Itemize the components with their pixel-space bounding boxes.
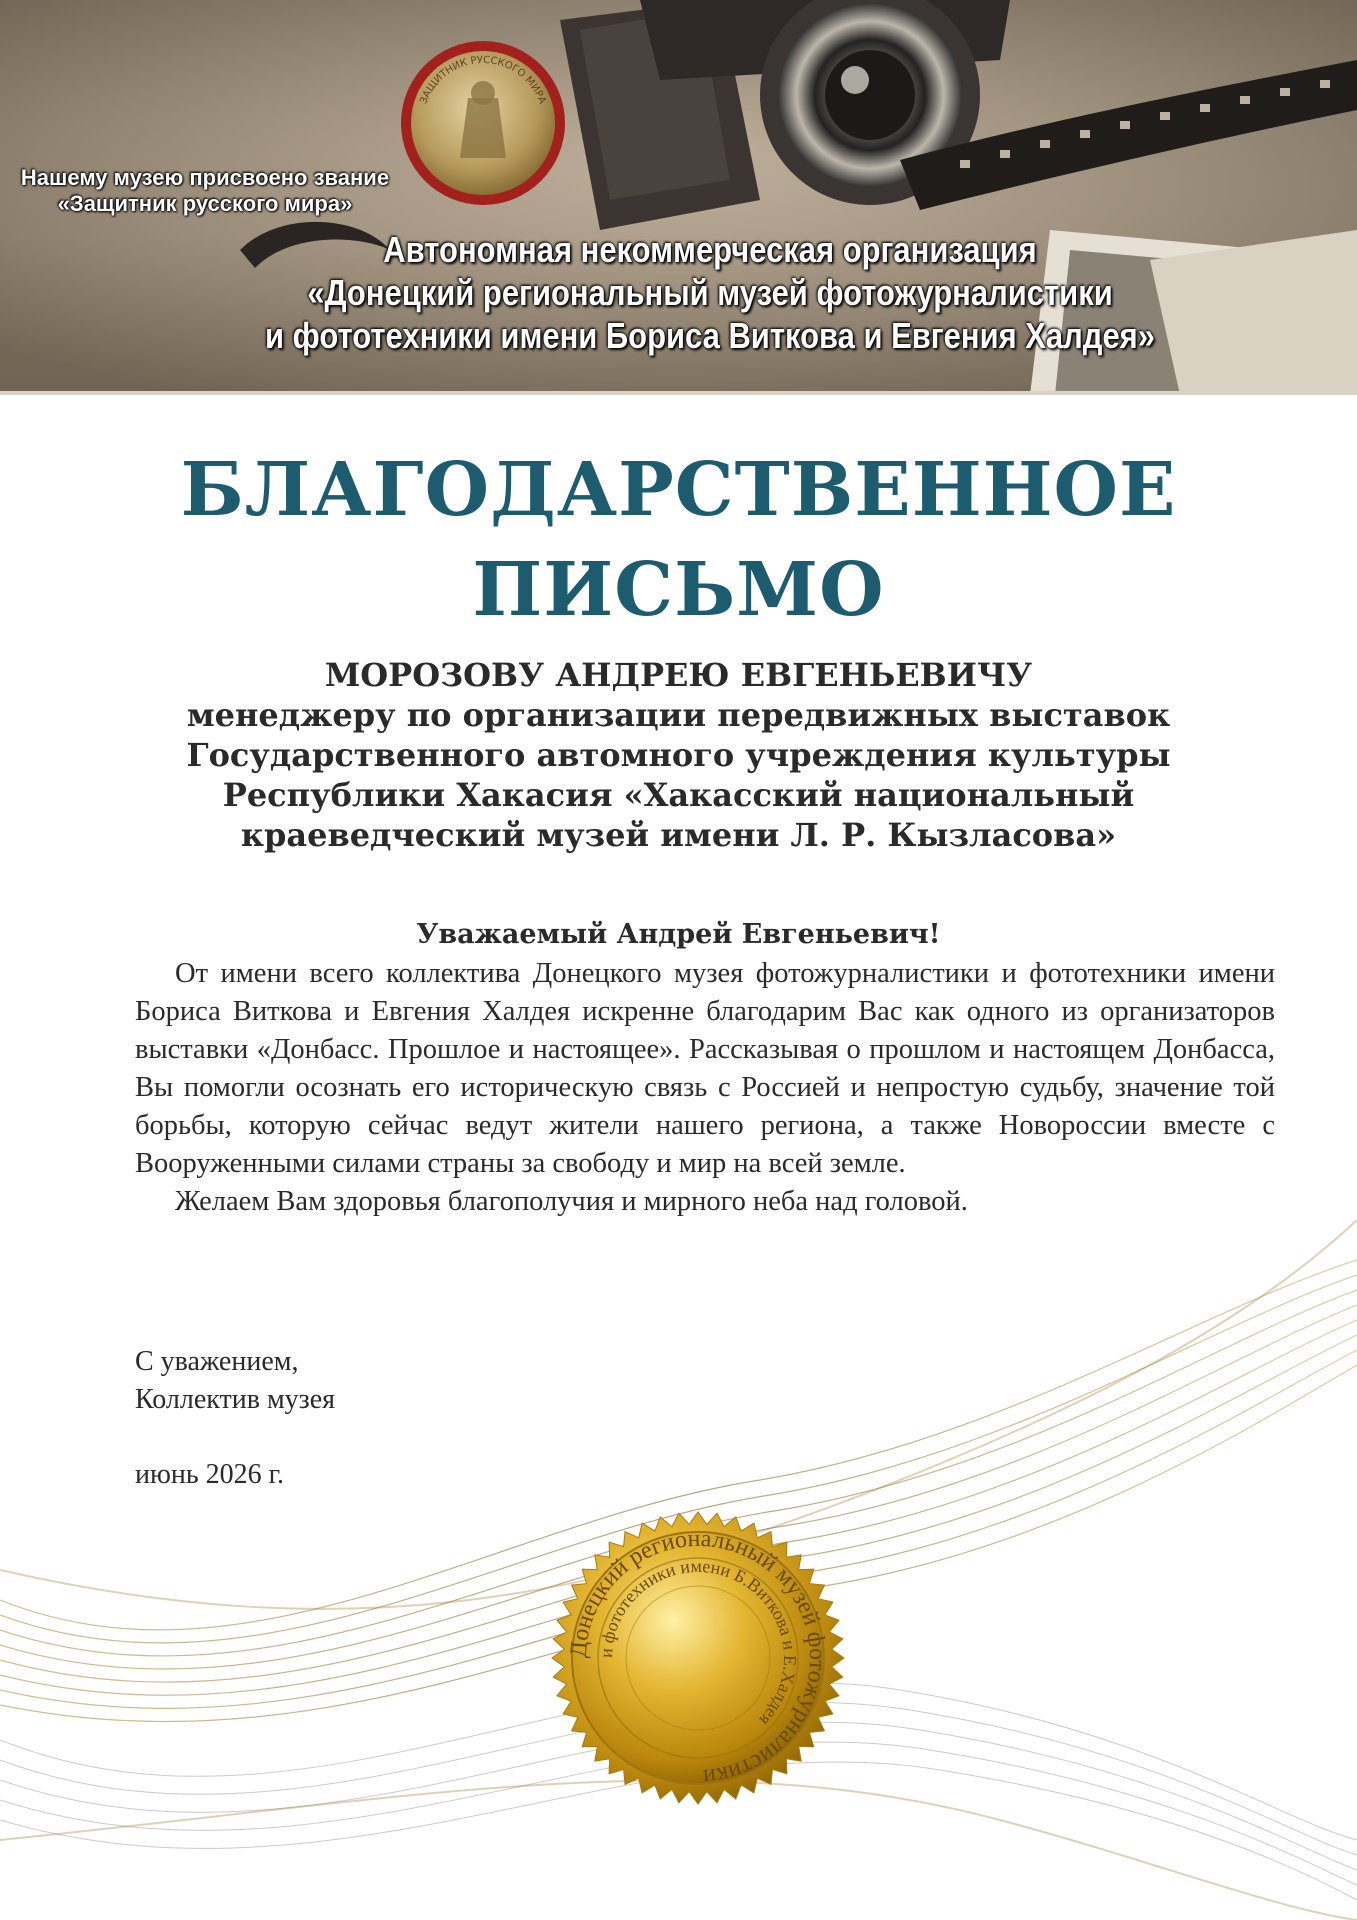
org-line-1: Автономная некоммерческая организация bbox=[383, 229, 1037, 270]
organization-name bbox=[254, 228, 1166, 357]
seal-ring-text: Донецкий региональный музей фотожурналистики bbox=[565, 1525, 831, 1790]
body-paragraph-2: Желаем Вам здоровья благополучия и мирного неба над головой. bbox=[175, 1186, 968, 1217]
title-line-1: БЛАГОДАРСТВЕННОЕ bbox=[180, 447, 1177, 533]
org-line-3: и фототехники имени Бориса Виткова и Евгения Халдея» bbox=[265, 315, 1155, 356]
award-caption bbox=[10, 165, 400, 217]
defender-medal-emblem bbox=[398, 38, 568, 208]
org-line-2: «Донецкий региональный музей фотожурналистики bbox=[307, 272, 1113, 313]
award-line-2: «Защитник русского мира» bbox=[57, 191, 353, 216]
greeting: Уважаемый Андрей Евгеньевич! bbox=[416, 919, 941, 950]
signature-line-2: Коллектив музея bbox=[135, 1384, 336, 1415]
recipient-block bbox=[60, 655, 1297, 855]
seal-inner-text: и фототехники имени Б.Виткова и Е.Халдея bbox=[595, 1555, 801, 1731]
recipient-line-4: Республики Хакасия «Хакасский национальный bbox=[222, 776, 1135, 814]
medal-text: ЗАЩИТНИК РУССКОГО МИРА bbox=[418, 54, 548, 106]
signature-line-1: С уважением, bbox=[135, 1346, 299, 1377]
header-divider bbox=[0, 391, 1357, 395]
letter-body bbox=[135, 955, 1275, 1221]
body-paragraph-1: От имени всего коллектива Донецкого музея фотожурналистики и фототехники имени Бориса Виткова и Евгения Халдея искренне благодарим Вас как одного из организаторов выставки «Донбасс. Прошлое и настоящее». Рассказывая о прошлом и настоящем Донбасса, Вы помогли осознать его историческую связь с Россией и непростую судьбу, значение той борьбы, которую сейчас ведут жители нашего региона, а также Новороссии вместе с Вооруженными силами страны за свободу и мир на всей земле. bbox=[135, 958, 1275, 1179]
gold-seal-stamp bbox=[548, 1508, 848, 1808]
letter-date: июнь 2026 г. bbox=[135, 1459, 284, 1490]
recipient-line-2: менеджеру по организации передвижных выставок bbox=[186, 696, 1171, 734]
header-banner bbox=[0, 0, 1357, 395]
recipient-name: МОРОЗОВУ АНДРЕЮ ЕВГЕНЬЕВИЧУ bbox=[324, 656, 1033, 694]
recipient-line-5: краеведческий музей имени Л. Р. Кызласова» bbox=[240, 816, 1117, 854]
document-title bbox=[60, 440, 1297, 640]
title-line-2: ПИСЬМО bbox=[472, 547, 885, 633]
award-line-1: Нашему музею присвоено звание bbox=[20, 165, 390, 190]
recipient-line-3: Государственного автомного учреждения культуры bbox=[186, 736, 1171, 774]
signature-block bbox=[135, 1343, 335, 1419]
